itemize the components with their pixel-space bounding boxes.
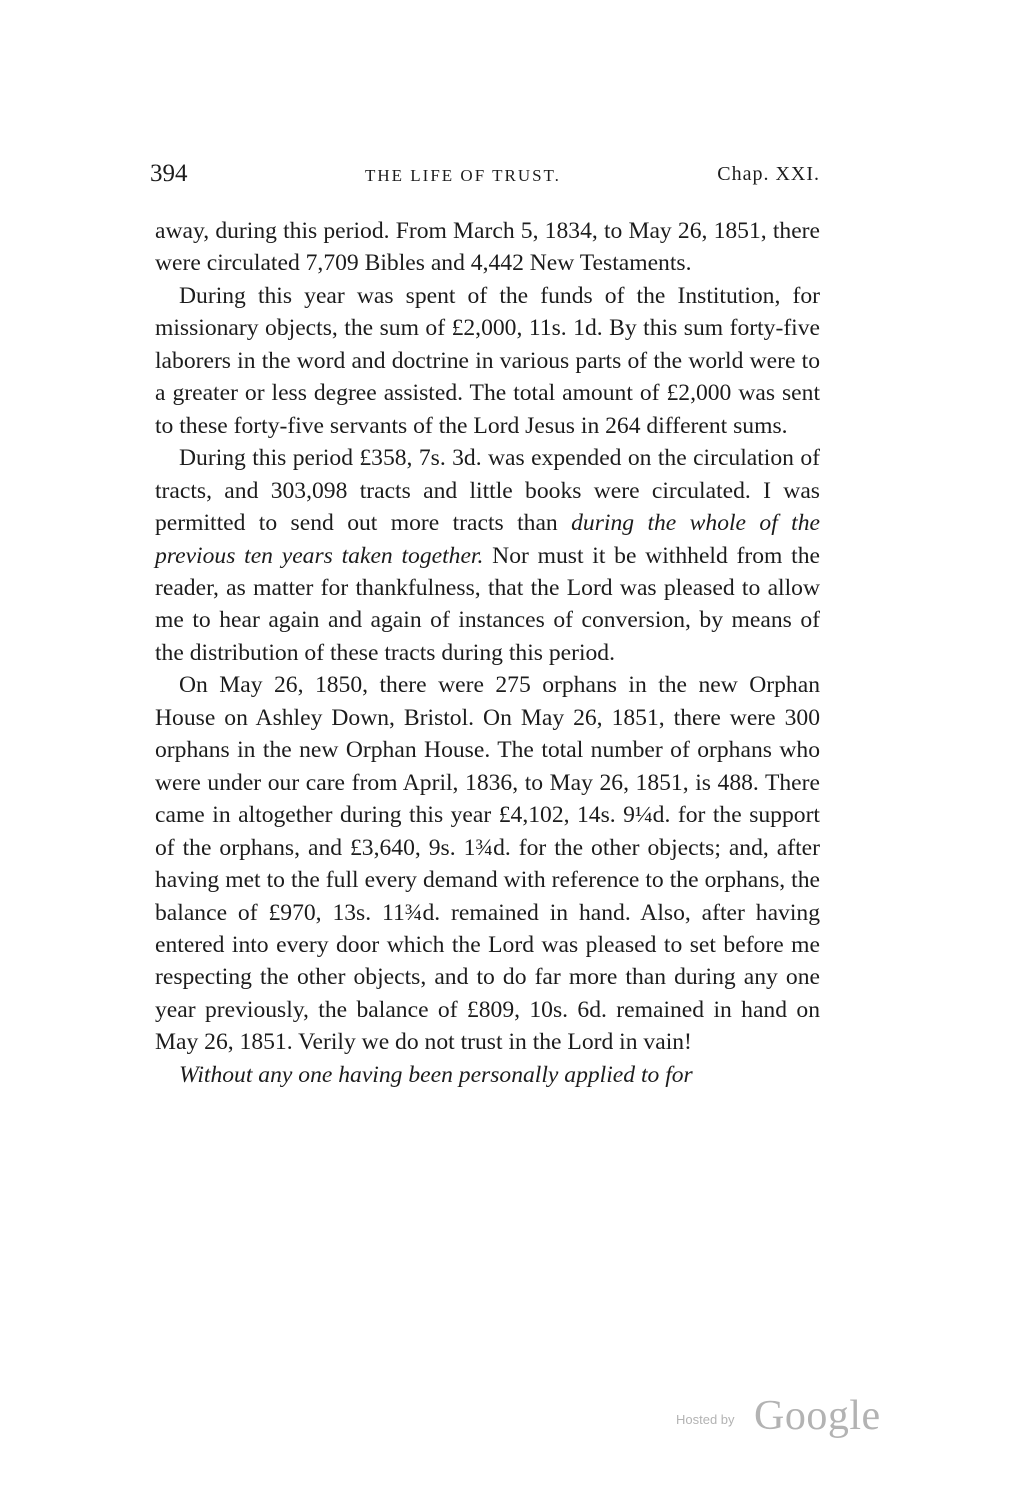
- paragraph-missionary: During this year was spent of the funds of the Institution, for missionary objects, the sum of £2,000, 11s. 1d. By this sum forty-five laborers in the word and doctrine in various parts of the world were to a greater or less degree assisted. The total amount of £2,000 was sent to these forty-five servants of the Lord Jesus in 264 different sums.: [155, 282, 820, 439]
- running-header: [150, 160, 820, 196]
- page-number: 394: [150, 160, 188, 187]
- google-logo: Google: [754, 1393, 881, 1439]
- paragraph-orphans: On May 26, 1850, there were 275 orphans in the new Orphan House on Ashley Down, Bristol. On May 26, 1851, there were 300 orphans in the new Orphan House. The total number of orphans who were under our care from April, 1836, to May 26, 1851, is 488. There came in altogether during this year £4,102, 14s. 9¼d. for the support of the orphans, and £3,640, 9s. 1¾d. for the other objects; and, after having met to the full every demand with reference to the orphans, the balance of £970, 13s. 11¾d. remained in hand. Also, after having entered into every door which the Lord was pleased to set before me respecting the other objects, and to do far more than during any one year previously, the balance of £809, 10s. 6d. remained in hand on May 26, 1851. Verily we do not trust in the Lord in vain!: [155, 672, 820, 1056]
- running-title: THE LIFE OF TRUST.: [365, 166, 561, 185]
- paragraph-tracts: [155, 442, 820, 669]
- tracts-text-end: Nor must it be withheld from the reader, as matter for thankfulness, that the Lord was pleased to allow me to hear again and again of instances of conversion, by means of the distribution of these tracts during this period.: [155, 542, 820, 666]
- body-text: [155, 215, 820, 1091]
- tracts-text-start: During this period £358, 7s. 3d. was expended on the circulation of tracts, and 303,098 tracts and little books were circulated. I was permitted to send out more tracts than: [155, 445, 820, 537]
- chapter-label: Chap. XXI.: [717, 163, 820, 185]
- continuation-text: Without any one having been personally applied to for: [179, 1061, 693, 1088]
- hosted-by-label: Hosted by: [676, 1412, 735, 1427]
- paragraph-bibles: away, during this period. From March 5, 1834, to May 26, 1851, there were circulated 7,709 Bibles and 4,442 New Testaments.: [155, 218, 820, 277]
- tracts-emphasis: during the whole of the previous ten years taken together.: [155, 510, 820, 569]
- paragraph-continuation: [155, 1059, 820, 1091]
